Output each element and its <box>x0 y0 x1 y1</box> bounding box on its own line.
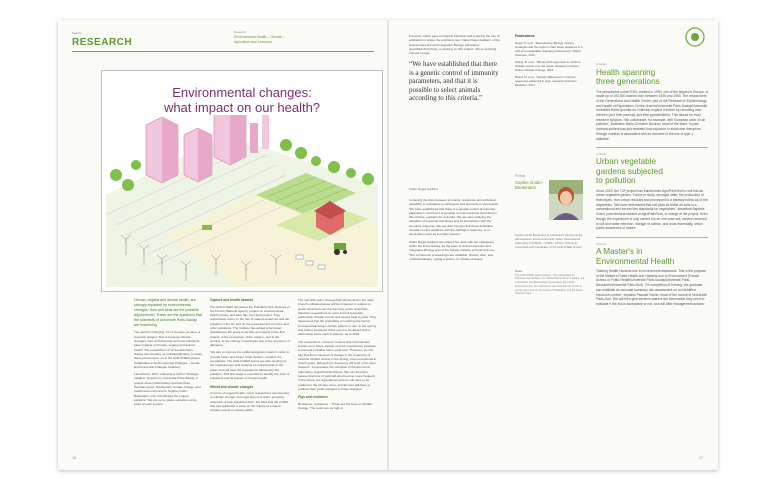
sidebar-heading <box>596 68 708 87</box>
publication-item: Rogel, P. et al., 'Reproductive Biology, Coping strategies and the costs to chart future resilience in a wild and sustainable changing environment', Gilbert Sciences, 2016. <box>515 40 583 57</box>
article-paragraph: Launched in 2017, following a call for 'Strategic Initiative' projects by Université Paris-Saclay, it groups eleven laboratories and has three thematic areas: biodiversity, climate change, and health and environment. Sophie Godin-Beekmann, who coordinates the project, explains: 'We are set to place ourselves at the heart of such a place.' <box>134 372 201 407</box>
article-column-2 <box>210 298 290 416</box>
subhead: Pigs and resilience <box>298 395 328 400</box>
pull-quote: “We have established that there is a genetic control of immunity parameters, and that it is possible to select animals according to this criteria.” <box>409 60 499 103</box>
portrait-caption: Sophie Godin-Beekmann is a Research Director at the Atmospheres, Environment and Space Observations Laboratory (LATMOS – CNRS / UVSQ / Sorbonne Université) and coordinator of the ACE-ICSEN project. <box>515 233 583 249</box>
box-title-line: what impact on our health? <box>163 100 321 115</box>
notes-label: Notes <box>515 270 523 273</box>
article-paragraph: The ACE-ICSEN has joined the Pollutants Sub-Network of the French National Agency, project on environmental health issues, and after this, the rapid project. They respectively focus on the use of natural resources and the pollution in the air, and on the measurement of ozone and other pollutants. The Institute has added a harvester dedicated to the study to identify an impurity in the first project, in the ecosystem of the capture, and in the second, to the change in behaviour due to the presence of allergens. <box>210 304 290 348</box>
sidebar-tag: In focus <box>596 62 606 66</box>
article-paragraph: The world is changing. It is a timeline, an idea, a research subject. This is because climate changes, loss of biodiversity and new pollutants have impacts on human, vegetal and animal health. The researchers of Université Paris-Saclay are focusing on multidisciplinarity, to study these phenomena, as in the ACE-ICSEN project (Adaptation to Environmental Changes – Social-Environmental Changes initiative). <box>134 330 202 369</box>
portrait-label: Portrait <box>515 174 526 178</box>
article-paragraph: 'We aim to improve the epidemiological models in order to provide better and closer scale studies', explains the coordinator. The ACE-ICSEN teams are also working on the measurement and analysis of contaminants in the water and soil near the populations affected by the pollution. This first stage is essential to identify the risks of pollutants and its impact on human health. <box>210 350 290 381</box>
article-column-3 <box>298 298 378 413</box>
sidebar-heading <box>596 247 708 266</box>
publications-label: Publications <box>515 34 535 38</box>
subhead: Capture and health hazards <box>210 298 254 302</box>
sidebar-divider <box>596 237 708 238</box>
article-paragraph: livestock, where agro-ecological transition and reducing the use of antibiotics is where the ambitions lies. Claire Rogel-Gaillard, of the Animal Genetics and Integrative Biology Laboratory (AgroParisTech/Inra), is working on this subject. She is studying cohorts of pigs: <box>409 34 500 56</box>
section-label: Section <box>72 31 83 35</box>
sidebar-divider <box>596 147 708 148</box>
pull-quote-attribution: Claire Rogel-Gaillard <box>409 187 438 191</box>
sidebar-heading-line: to pollution <box>596 176 636 186</box>
page-number: 17 <box>699 456 703 460</box>
header-category-small: Research <box>234 30 246 34</box>
article-paragraph: Resilience, resistance... These are the keys to climate change. The redox are as high in <box>298 401 372 411</box>
sidebar-block <box>596 152 708 231</box>
publications-column <box>515 34 585 90</box>
subhead: Wheat and climate changes <box>210 384 254 389</box>
portrait-photo <box>549 180 583 220</box>
left-page <box>58 20 387 470</box>
sidebar-heading-line: gardens subjected <box>596 166 663 176</box>
article-paragraph: The scientific team showed that wheat yield in the main French cultivated areas will be impacted in relation to yields observed over the last forty years. Scientists therefore researched on more current forecasts, particularly climatic events and severe heat in yield. They discovered that the probability of enduring the former increased following a certain pattern of rain, in the spring, and further increased if this event is combined with a particularly warm spell of autumn, as in 2016. <box>298 298 377 337</box>
university-logo <box>685 27 705 47</box>
article-column-4 <box>409 34 501 58</box>
portrait-name-line: Beekmann <box>515 185 536 191</box>
publication-item: Zhang, B. et al., 'Wheat yield responses to extreme climatic events over the recent decades in France', Nature Climate Change, 2016. <box>515 59 581 72</box>
notes-block <box>515 270 585 296</box>
sidebar-body: Since 2016, the T4P project has transformed AgroParisTech's roof into an urban vegetable garden. It aims to study, amongst other, the production of techniques, from urban residues and processed to a sanitary follow-up of the vegetables. 'We have determined that soil plots as fertile as soils in a conventional and exceed the standards for vegetables', describes Baptiste Grard, post-doctoral student at AgroParisTech, in charge of the project. Even though the experiment is only carried out on one case soil, service rendered is soil and water retention, storage of carbon, and most essentially, urban public awareness of nature. <box>596 188 708 231</box>
right-page <box>389 20 718 470</box>
sidebar-body: Training Health Hazards due to environment assessors: This is the purpose of the Master's Public Health and Hazards due to Environment (French School of Public Health/Université Paris-Saclay/Université Paris-Descartes/Université Paris-Sud). 'On completion of training, the graduate can establish an accurate summary risk assessment on an identified exposure context', explains Pascale Kohler, head of the course in Université Paris-Sud. 'We will then give decision-makers the information they need to evaluate if the risk is acceptable or not, and will offer management actions'. <box>596 269 707 306</box>
header-category-line: Environmental Health – Climate – <box>234 35 285 39</box>
sidebar-tag: In focus <box>596 151 606 156</box>
box-title-line: Environmental changes: <box>172 85 312 100</box>
portrait-block <box>515 180 583 230</box>
sidebar-heading-line: Environmental Health <box>596 256 675 266</box>
sidebar-block <box>596 62 708 141</box>
illustration-box <box>101 70 383 292</box>
magazine-spread <box>58 20 718 470</box>
article-paragraph: In terms of vegetal health, many researchers are focusing on climate change. Amongst them is a team, grouping scientists of Inra, AgroParisTech, the CEA and the CNRS, that has published a study on the impact of extreme climatic events on wheat yields. <box>210 391 289 413</box>
header-category <box>234 35 285 44</box>
article-column-5 <box>409 198 501 264</box>
sidebar-heading <box>596 157 708 185</box>
article-paragraph: The researchers, however, believe that uncertainties remain as to future climate and are important to evaluate a potential probable future yield loss. 'However, we can say that there has been a change in the frequency of extreme climatic events in the spring, most exceptional in recent years, although the frequency will tend to be more frequent', summarises the scientists of the Economic Laboratory (AgroParisTech/Inra): 'We can therefore believe that loss of yield will also become more frequent. In the future, the agricultural systems will have to be resilient to the climate crisis, and farmers will have to produce their yields adapted to these changes.' <box>298 339 377 391</box>
sidebar-heading-line: Health spanning <box>596 67 656 77</box>
article-column-1 <box>134 298 202 409</box>
header-rule <box>72 51 374 52</box>
sidebar-block <box>596 242 708 307</box>
header-category-line: Agriculture and Livestock <box>234 39 272 44</box>
article-lead: Human, vegetal and animal health, are strongly impacted by environmental changes. How and what are the possible adjustments? These are the questions that the scientists of Université Paris-Saclay are examining. <box>134 298 202 327</box>
sidebar-tag: In focus <box>596 241 606 246</box>
sidebar-heading-line: A Master's in <box>596 247 643 257</box>
notes-text: The ACE-ICSEN project groups: The Laboratoire de Physique des Océans, the Institut Pierre-Simon Laplace, the Laboratoire de Météorologie Dynamique, the Centre Environnement, the Laboratoire des Sciences du Climat et de l'Environnement, the Centre of Modelling, and the Ecole Polytechnique. <box>515 273 585 296</box>
article-paragraph: Claire Rogel-Gaillard has shared her work with her colleagues within the Paris-Saclay, as the team of Animal Genetics and Integrative Biology and of the Saclay Institute of Food Science. 'The conference proceedings are available, shared, then, and multi-disciplinary', giving a lecture on climate changes. <box>409 239 495 261</box>
page-number: 16 <box>72 456 76 460</box>
environment-illustration <box>106 115 378 287</box>
box-title <box>102 85 382 115</box>
sidebar-heading-line: Urban vegetable <box>596 157 657 167</box>
section-title: RESEARCH <box>72 37 133 48</box>
article-paragraph: to identify the links between immunity, resistance and individual variability to resistance to pathogens and stressors in vaccination. 'We have established that there is a genetic control of immunity parameters, and that it is possible to select animals according to this criteria', explains the scientist. 'We are also studying the variables of intestinal microbiota and its interactions with the immunity response. We are also trying to link these individual variables to the variables with the pathogen response, or to vaccination such as a certain vaccine.' <box>409 198 499 237</box>
portrait-name-line: Sophie Godin- <box>515 180 544 185</box>
portrait-name <box>515 180 545 191</box>
sidebar-body: The prospective cohort E3N, created in 1990, one of the largest in Europe, is made up of 100,000 women born between 1925 and 1950. The researchers of the Generations and Health Centre, part of the Research in Epidemiology and Health of Populations Centre (Inserm/Université Paris-Saclay/Université Versailles Saint-Quentin-en-Yvelines) expand it further by recruiting their children (and their parents) and their grandchildren. This allows for more research subjects. 'We collaborate, for example, with European work on air pollution', illustrates Marie-Christine Boutron, head of the team. 'A past doctoral student has just revealed that exposure to endocrine disruptors through nutrition is associated with an increase in the risk of type-1 diabetes'. <box>596 89 708 141</box>
sidebar-heading-line: three generations <box>596 77 660 87</box>
sidebar-column <box>596 62 708 310</box>
publication-item: Boeuf, M. et al., 'Genetic differences in immune responses observed in pigs', Genetics Selection Evolution, 2017. <box>515 74 577 87</box>
